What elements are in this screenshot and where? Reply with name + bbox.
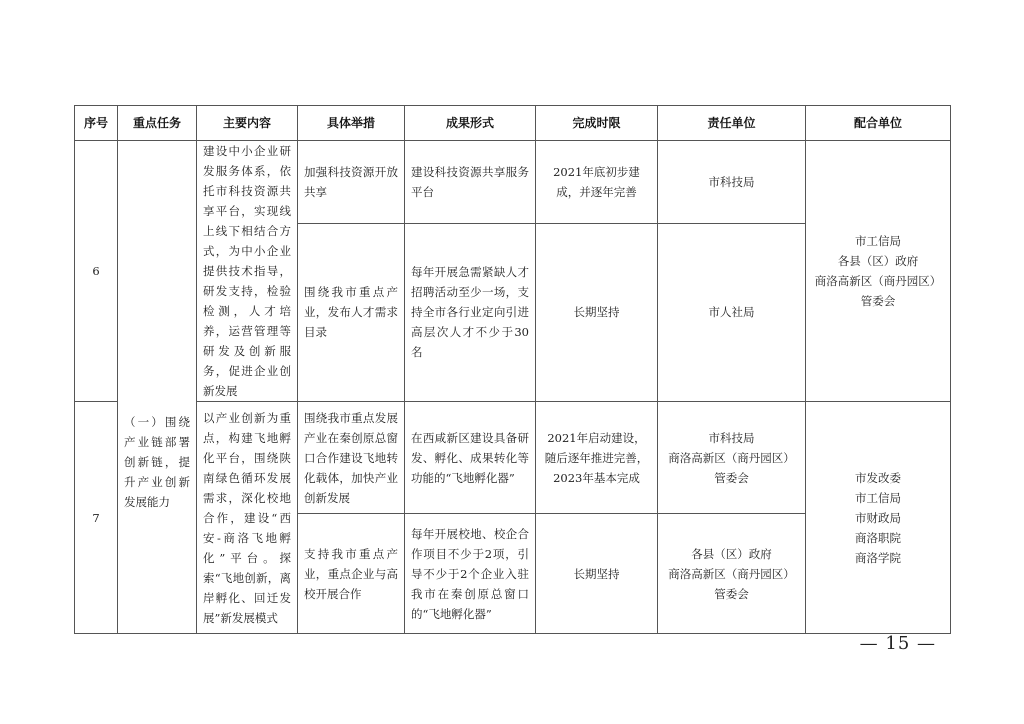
table-row (75, 402, 951, 514)
outcome-cell: 每年开展急需紧缺人才招聘活动至少一场，支持全市各行业定向引进高层次人才不少于30名 (405, 223, 536, 401)
table-header-row (75, 106, 951, 141)
header-responsible: 责任单位 (658, 106, 806, 141)
header-deadline: 完成时限 (536, 106, 658, 141)
responsible-cell: 各县（区）政府 商洛高新区（商丹园区） 管委会 (658, 514, 806, 634)
outcome-cell: 建设科技资源共享服务平台 (405, 141, 536, 224)
header-partners: 配合单位 (806, 106, 951, 141)
task-group-cell: （一）围绕产业链部署创新链，提升产业创新发展能力 (118, 141, 197, 634)
outcome-cell: 每年开展校地、校企合作项目不少于2项，引导不少于2个企业入驻我市在秦创原总窗口的“飞地孵化器” (405, 514, 536, 634)
row-index: 6 (75, 141, 118, 402)
page-number: — 15 — (859, 633, 936, 654)
header-outcome: 成果形式 (405, 106, 536, 141)
deadline-cell: 2021年启动建设，随后逐年推进完善，2023年基本完成 (536, 402, 658, 514)
partners-cell: 市工信局 各县（区）政府 商洛高新区（商丹园区） 管委会 (806, 141, 951, 402)
measure-cell: 支持我市重点产业，重点企业与高校开展合作 (298, 514, 405, 634)
task-table (74, 105, 951, 634)
main-content-cell: 建设中小企业研发服务体系，依托市科技资源共享平台，实现线上线下相结合方式，为中小企业提供技术指导，研发支持，检验检测，人才培养，运营管理等研发及创新服务，促进企业创新发展 (197, 141, 298, 402)
table-row (75, 141, 951, 224)
header-key-task: 重点任务 (118, 106, 197, 141)
outcome-cell: 在西咸新区建设具备研发、孵化、成果转化等功能的“飞地孵化器” (405, 402, 536, 514)
measure-cell: 围绕我市重点产业，发布人才需求目录 (298, 223, 405, 401)
main-content-cell: 以产业创新为重点，构建飞地孵化平台，围绕陕南绿色循环发展需求，深化校地合作，建设“西安-商洛飞地孵化”平台。探索“飞地创新，离岸孵化、回迁发展”新发展模式 (197, 402, 298, 634)
measure-cell: 加强科技资源开放共享 (298, 141, 405, 224)
measure-cell: 围绕我市重点发展产业在秦创原总窗口合作建设飞地转化载体，加快产业创新发展 (298, 402, 405, 514)
deadline-cell: 长期坚持 (536, 223, 658, 401)
header-measures: 具体举措 (298, 106, 405, 141)
row-index: 7 (75, 402, 118, 634)
deadline-cell: 长期坚持 (536, 514, 658, 634)
header-main-content: 主要内容 (197, 106, 298, 141)
deadline-cell: 2021年底初步建成，并逐年完善 (536, 141, 658, 224)
responsible-cell: 市人社局 (658, 223, 806, 401)
responsible-cell: 市科技局 (658, 141, 806, 224)
partners-cell: 市发改委 市工信局 市财政局 商洛职院 商洛学院 (806, 402, 951, 634)
header-index: 序号 (75, 106, 118, 141)
responsible-cell: 市科技局 商洛高新区（商丹园区） 管委会 (658, 402, 806, 514)
